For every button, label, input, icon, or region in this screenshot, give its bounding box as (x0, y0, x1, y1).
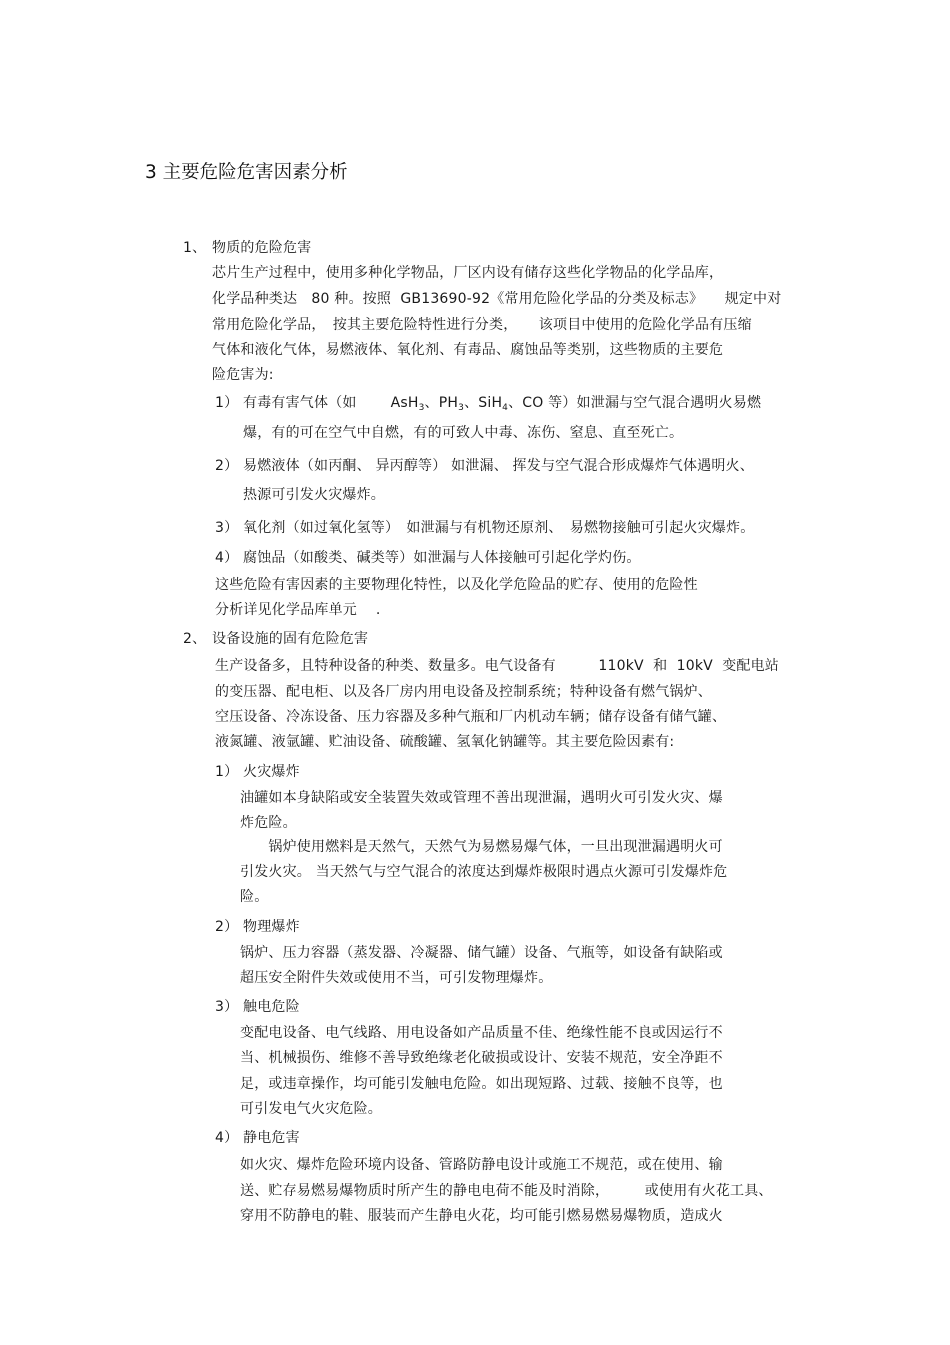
paragraph-line: 液氮罐、液氩罐、贮油设备、硫酸罐、氢氧化钠罐等。其主要危险因素有: (215, 734, 675, 750)
list-item-number: 1） (215, 395, 239, 411)
sub-item-heading: 物理爆炸 (243, 919, 300, 935)
section-1-number: 1、 (183, 240, 207, 256)
paragraph-line: 空压设备、冷冻设备、压力容器及多种气瓶和厂内机动车辆；储存设备有储气罐、 (215, 709, 727, 725)
paragraph-line: 变配电设备、电气线路、用电设备如产品质量不佳、绝缘性能不良或因运行不 (240, 1025, 723, 1041)
paragraph-line: 芯片生产过程中，使用多种化学物品，厂区内设有储存这些化学物品的化学品库， (212, 265, 724, 281)
section-1-heading: 物质的危险危害 (212, 240, 312, 256)
paragraph-line: 险危害为: (212, 367, 274, 383)
paragraph-line: 锅炉使用燃料是天然气，天然气为易燃易爆气体，一旦出现泄漏遇明火可 (240, 839, 723, 855)
text-run: 、CO 等）如泄漏与空气混合遇明火易燃 (508, 395, 762, 411)
section-2-heading: 设备设施的固有危险危害 (212, 631, 369, 647)
sub-item-heading: 火灾爆炸 (243, 764, 300, 780)
paragraph-line: 当、机械损伤、维修不善导致绝缘老化破损或设计、安装不规范，安全净距不 (240, 1050, 723, 1066)
section-2-number: 2、 (183, 631, 207, 647)
formula-sih4: 、SiH$_4$ (464, 395, 509, 413)
paragraph-line: 如火灾、爆炸危险环境内设备、管路防静电设计或施工不规范，或在使用、输 (240, 1157, 723, 1173)
list-item-text: 易燃液体（如丙酮、 异丙醇等） 如泄漏、 挥发与空气混合形成爆炸气体遇明火、 (243, 458, 754, 474)
formula-ash3: AsH$_3$ (390, 395, 425, 413)
sub-item-number: 4） (215, 1130, 239, 1146)
paragraph-line: 险。 (240, 889, 269, 905)
list-item-number: 2） (215, 458, 239, 474)
paragraph-line: 化学品种类达 80 种。按照 GB13690-92《常用危险化学品的分类及标志》 规定中对 (212, 291, 782, 307)
sub-item-number: 2） (215, 919, 239, 935)
paragraph-line: 送、贮存易燃易爆物质时所产生的静电电荷不能及时消除， 或使用有火花工具、 (240, 1183, 773, 1199)
list-item-number: 4） (215, 550, 239, 566)
paragraph-line: 分析详见化学品库单元 . (215, 602, 381, 618)
list-item-text: 爆，有的可在空气中自燃，有的可致人中毒、冻伤、窒息、直至死亡。 (243, 425, 684, 441)
paragraph-line: 超压安全附件失效或使用不当，可引发物理爆炸。 (240, 970, 553, 986)
sub-item-heading: 静电危害 (243, 1130, 300, 1146)
paragraph-line: 引发火灾。 当天然气与空气混合的浓度达到爆炸极限时遇点火源可引发爆炸危 (240, 864, 728, 880)
paragraph-line: 常用危险化学品， 按其主要危险特性进行分类， 该项目中使用的危险化学品有压缩 (212, 317, 752, 333)
list-item-text (243, 393, 761, 413)
paragraph-line: 这些危险有害因素的主要物理化特性，以及化学危险品的贮存、使用的危险性 (215, 577, 698, 593)
list-item-text: 氧化剂（如过氧化氢等） 如泄漏与有机物还原剂、 易燃物接触可引起火灾爆炸。 (243, 520, 755, 536)
paragraph-line: 气体和液化气体，易燃液体、氧化剂、有毒品、腐蚀品等类别，这些物质的主要危 (212, 342, 724, 358)
paragraph-line: 穿用不防静电的鞋、服装而产生静电火花，均可能引燃易燃易爆物质，造成火 (240, 1208, 723, 1224)
paragraph-line: 生产设备多，且特种设备的种类、数量多。电气设备有 110kV 和 10kV 变配电站 (215, 658, 780, 674)
paragraph-line: 炸危险。 (240, 815, 297, 831)
formula-ph3: 、$PH_3$ (424, 395, 465, 413)
paragraph-line: 足，或违章操作，均可能引发触电危险。如出现短路、过载、接触不良等，也 (240, 1076, 723, 1092)
text-run: 有毒有害气体（如 (243, 395, 357, 411)
paragraph-line: 可引发电气火灾危险。 (240, 1101, 382, 1117)
page-title: 3 主要危险危害因素分析 (145, 162, 348, 183)
sub-item-heading: 触电危险 (243, 999, 300, 1015)
paragraph-line: 的变压器、配电柜、以及各厂房内用电设备及控制系统；特种设备有燃气锅炉、 (215, 684, 712, 700)
paragraph-line: 油罐如本身缺陷或安全装置失效或管理不善出现泄漏，遇明火可引发火灾、爆 (240, 790, 723, 806)
sub-item-number: 3） (215, 999, 239, 1015)
list-item-text: 腐蚀品（如酸类、碱类等）如泄漏与人体接触可引起化学灼伤。 (243, 550, 641, 566)
list-item-number: 3） (215, 520, 239, 536)
sub-item-number: 1） (215, 764, 239, 780)
paragraph-line: 锅炉、压力容器（蒸发器、冷凝器、储气罐）设备、气瓶等，如设备有缺陷或 (240, 945, 723, 961)
list-item-text: 热源可引发火灾爆炸。 (243, 487, 385, 503)
